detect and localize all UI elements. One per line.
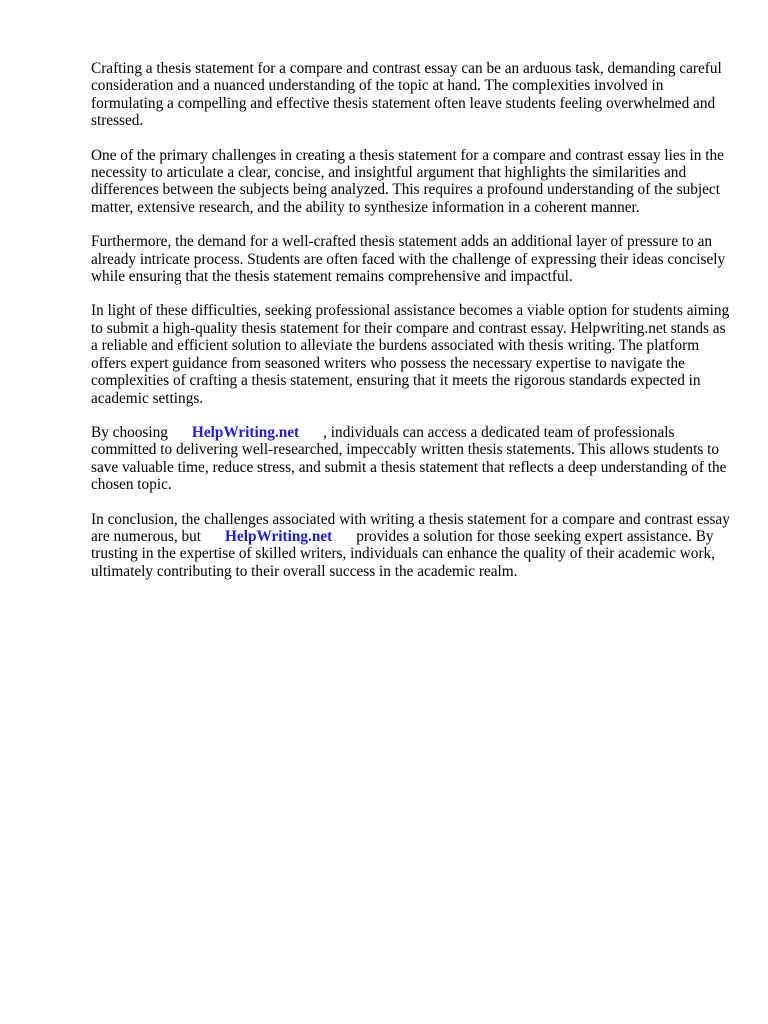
document-body <box>91 60 731 597</box>
helpwriting-link[interactable]: HelpWriting.net <box>191 423 300 441</box>
paragraph-conclusion <box>91 511 731 581</box>
paragraph-pressure: Furthermore, the demand for a well-crafted thesis statement adds an additional layer of pressure to an already intricate process. Students are often faced with the challenge of expressing their ideas concisely while ensuring that the thesis statement remains comprehensive and impactful. <box>91 233 726 286</box>
paragraph-choosing-lead: By choosing <box>91 423 168 441</box>
paragraph-choosing-rest: , individuals can access a dedicated team of professionals committed to delivering well-researched, impeccably written thesis statements. This allows students to save valuable time, reduce stress, and submit a thesis statement that reflects a deep understanding of the chosen topic. <box>91 423 727 494</box>
paragraph-challenges: One of the primary challenges in creating a thesis statement for a compare and contrast essay lies in the necessity to articulate a clear, concise, and insightful argument that highlights the similarities and differences between the subjects being analyzed. This requires a profound understanding of the subject matter, extensive research, and the ability to synthesize information in a coherent manner. <box>91 146 724 216</box>
paragraph-assistance: In light of these difficulties, seeking professional assistance becomes a viable option for students aiming to submit a high-quality thesis statement for their compare and contrast essay. Helpwriting.net stands as a reliable and efficient solution to alleviate the burdens associated with thesis writing. The platform offers expert guidance from seasoned writers who possess the necessary expertise to navigate the complexities of crafting a thesis statement, ensuring that it meets the rigorous standards expected in academic settings. <box>91 302 730 407</box>
paragraph-conclusion-rest: provides a solution for those seeking expert assistance. By trusting in the expertise of skilled writers, individuals can enhance the quality of their academic work, ultimately contributing to their overall success in the academic realm. <box>91 527 716 580</box>
paragraph-conclusion-lead: In conclusion, the challenges associated with writing a thesis statement for a compare and contrast essay are numerous, but <box>91 510 730 545</box>
paragraph-choosing <box>91 424 731 494</box>
helpwriting-link-conclusion[interactable]: HelpWriting.net <box>225 527 333 545</box>
paragraph-intro: Crafting a thesis statement for a compare and contrast essay can be an arduous task, demanding careful consideration and a nuanced understanding of the topic at hand. The complexities involved in formulating a compelling and effective thesis statement often leave students feeling overwhelmed and stressed. <box>91 60 722 130</box>
